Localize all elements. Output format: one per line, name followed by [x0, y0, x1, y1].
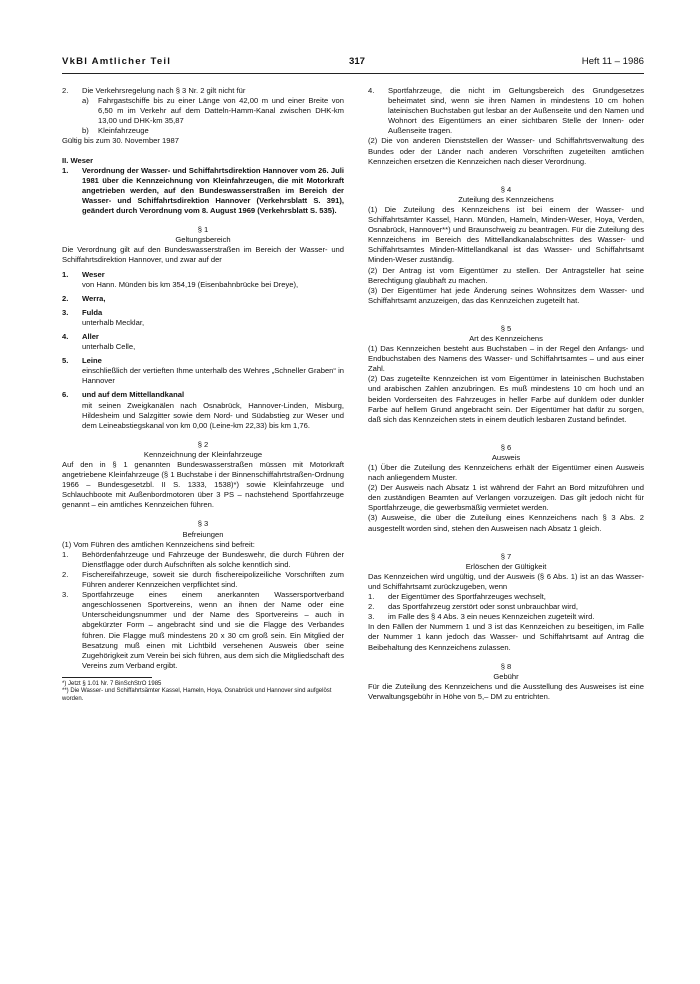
paragraph-text: (2) Der Ausweis nach Absatz 1 ist während der Fahrt an Bord mitzuführen und den zuständigen Beamten auf Verlangen vorzuzeigen. Das gilt jedoch nicht für Sportfahrzeuge, die gewerbsmäßig vermietet werden.	[368, 483, 644, 513]
paragraph-number: § 3	[197, 519, 209, 529]
paragraph-text: (2) Der Antrag ist vom Eigentümer zu stellen. Der Antragsteller hat seine Berechtigung glaubhaft zu machen.	[368, 265, 644, 285]
journal-title: VkBl Amtlicher Teil	[62, 56, 172, 67]
paragraph-text: In den Fällen der Nummern 1 und 3 ist das Kennzeichen zu beseitigen, im Falle der Nummer 1 kann jedoch das Wasser- und Schiffahrtsamt auf Antrag die Beibehaltung des Kennzeichens zulassen.	[368, 622, 644, 652]
paragraph-text: Die Verordnung gilt auf den Bundeswasserstraßen im Bereich der Wasser- und Schiffahrtsdirektion Hannover, und zwar auf der	[62, 245, 344, 265]
paragraph-text: (2) Das zugeteilte Kennzeichen ist vom Eigentümer in lateinischen Buchstaben und arabischen Zahlen anzubringen. Es muß mindestens 10 cm hoch und an beiden Vorderseiten des Fahrzeuges in heller Farbe auf dunklem oder dunkler Farbe auf hellem Grund angebracht sein. Der Eigentümer hat dafür zu sorgen, daß sich das Kennzeichen stets in einem deutlich lesbaren Zustand befindet.	[368, 374, 644, 424]
list-item: 1. Behördenfahrzeuge und Fahrzeuge der Bundeswehr, die durch Führen der Dienstflagge oder durch Aufschriften als solche kenntlich sind.	[62, 549, 344, 569]
paragraph-number: § 7	[500, 551, 512, 561]
list-item: 1. der Eigentümer des Sportfahrzeuges wechselt,	[368, 592, 546, 602]
paragraph-title: Befreiungen	[182, 529, 224, 539]
waterway-item: 5. Leine	[62, 356, 102, 366]
paragraph-title: Erlöschen der Gültigkeit	[465, 561, 547, 571]
right-column	[368, 86, 644, 702]
validity-note: Gültig bis zum 30. November 1987	[62, 136, 179, 146]
footnote: *) Jetzt § 1.01 Nr. 7 BinSchStrO 1985	[62, 680, 162, 687]
paragraph-text: (2) Die von anderen Dienststellen der Wasser- und Schiffahrtsverwaltung des Bundes oder der Länder nach anderen Vorschriften zugeteilten amtlichen Kennzeichen ersetzen die Kennzeichen nach dieser Verordnung.	[368, 136, 644, 166]
waterway-item: 4. Aller	[62, 331, 99, 341]
paragraph-title: Zuteilung des Kennzeichens	[458, 194, 554, 204]
page-number: 317	[349, 56, 366, 67]
paragraph-number: § 8	[500, 661, 512, 671]
paragraph-number: § 4	[500, 184, 512, 194]
waterway-item: 1. Weser	[62, 269, 105, 279]
paragraph-text: (1) Die Zuteilung des Kennzeichens ist bei einem der Wasser- und Schiffahrtsämter Kassel, Hann. Münden, Hameln, Minden-Weser, Hoya, Verden, Osnabrück, Hannover**) und Braunschweig zu beantragen. Für die Zuteilung des Kennzeichens im Bereich des Mittellandkanalabschnittes des Wasser- und Schiffahrtsamtes Minden-Mittellandkanal ist das Wasser- und Schiffahrtsamt Minden-Weser zuständig.	[368, 204, 644, 265]
paragraph-number: § 2	[197, 439, 209, 449]
paragraph-text: (3) Ausweise, die über die Zuteilung eines Kennzeichens nach § 3 Abs. 2 ausgestellt worden sind, stehen den Ausweisen nach Absatz 1 gleich.	[368, 513, 644, 533]
paragraph-text: Für die Zuteilung des Kennzeichens und die Ausstellung des Ausweises ist eine Verwaltungsgebühr in Höhe von 5,– DM zu entrichten.	[368, 681, 644, 701]
footnote-rule	[62, 677, 152, 678]
section-heading: II. Weser	[62, 155, 94, 165]
paragraph-title: Gebühr	[493, 671, 519, 681]
waterway-item: 6. und auf dem Mittellandkanal	[62, 390, 185, 400]
paragraph-number: § 6	[500, 442, 512, 452]
waterway-item: 3. Fulda	[62, 307, 103, 317]
paragraph-text: (1) Über die Zuteilung des Kennzeichens erhält der Eigentümer einen Ausweis nach anliegendem Muster.	[368, 463, 644, 483]
list-item: 3. im Falle des § 4 Abs. 3 ein neues Kennzeichen zugeteilt wird.	[368, 612, 595, 622]
list-item: 2. Fischereifahrzeuge, soweit sie durch fischereipolizeiliche Vorschriften zum Führen anderer Kennzeichen verpflichtet sind.	[62, 569, 344, 590]
list-item: 3. Sportfahrzeuge eines einem anerkannten Wassersportverband angeschlossenen Sportvereins, wenn an ihnen der Name oder eine Unterscheidungsnummer und der Name des Sportvereins – auch in abgekürzter Form – angebracht sind und sie die Flagge des Verbandes führen. Die Flagge muß mindestens 20 x 30 cm groß sein. Ein Mitglied der Besatzung muß einen mit Lichtbild versehenen Ausweis über seine Zugehörigkeit zum Verein bei sich führen, aus dem sich die Mitgliedschaft des Vereins zum Verband ergibt.	[62, 590, 344, 670]
header-rule	[62, 73, 644, 74]
paragraph-title: Art des Kennzeichens	[469, 333, 543, 343]
regulation-title: 1. Verordnung der Wasser- und Schiffahrtsdirektion Hannover vom 26. Juli 1981 über die Kennzeichnung von Kleinfahrzeugen, die mit Motorkraft angetrieben werden, auf den Bundeswasserstraßen im Bereich der Wasser- und Schiffahrtsdirektion Hannover (Verkehrsblatt S. 391), geändert durch Verordnung vom 8. August 1969 (Verkehrsblatt S. 535).	[62, 165, 344, 216]
paragraph-number: § 5	[500, 323, 512, 333]
paragraph-title: Geltungsbereich	[175, 235, 231, 245]
footnote: **) Die Wasser- und Schiffahrtsämter Kassel, Hameln, Hoya, Osnabrück und Hannover sind aufgelöst worden.	[62, 688, 332, 703]
list-item: 2. das Sportfahrzeug zerstört oder sonst unbrauchbar wird,	[368, 602, 578, 612]
paragraph-title: Ausweis	[491, 452, 521, 462]
waterway-item: 2. Werra,	[62, 293, 106, 303]
issue-label: Heft 11 – 1986	[581, 56, 644, 67]
paragraph-text: Das Kennzeichen wird ungültig, und der Ausweis (§ 6 Abs. 1) ist an das Wasser- und Schiffahrtsamt zurückzugeben, wenn	[368, 571, 644, 591]
list-item: 2. Die Verkehrsregelung nach § 3 Nr. 2 gilt nicht für	[62, 86, 246, 95]
list-item: 4. Sportfahrzeuge, die nicht im Geltungsbereich des Grundgesetzes beheimatet sind, wenn sie ihren Namen in mindestens 10 cm hohen lateinischen Buchstaben gut lesbar an der Außenseite und den Namen und Wohnort des Eigentümers an einer sichtbaren Stelle der Innen- oder Außenseite tragen.	[368, 86, 644, 136]
left-column: 2. Die Verkehrsregelung nach § 3 Nr. 2 gilt nicht für a) Fahrgastschiffe bis zu einer Länge von 42,00 m und einer Breite von 6,50 m im Verkehr auf dem Datteln-Hamm-Kanal zwischen DHK-km 13,00 und DHK-km 35,87 b) Kleinfahrzeuge Gültig bis zum 30. November 1987 II. Weser 1. Verordnung der Wasser- und Schiffahrtsdirektion Hannover vom 26. Juli 1981 über die Kennzeichnung von Kleinfahrzeugen, die mit Motorkraft angetrieben werden, auf den Bundeswasserstraßen im Bereich der Wasser- und Schiffahrtsdirektion Hannover (Verkehrsblatt S. 391), geändert durch Verordnung vom 8. August 1969 (Verkehrsblatt S. 535). § 1 Geltungsbereich Die Verordnung gilt auf den Bundeswasserstraßen im Bereich der Wasser- und Schiffahrtsdirektion Hannover, und zwar auf der 1. Weser von Hann. Münden bis km 354,19 (Eisenbahnbrücke bei Dreye), 2. Werra, 3. Fulda unterhalb Mecklar, 4. Aller unterhalb Celle, 5. Leine einschließlich der vertieften Ihme unterhalb des Wehres „Schneller Graben“ in Hannover 6. und auf dem Mittellandkanal mit seinen Zweigkanälen nach Osnabrück, Hannover-Linden, Misburg, Hildesheim und Salzgitter sowie dem Nord- und Südabstieg zur Weser und dem Leineabstiegskanal von km 0,00 (Leine-km 22,33) bis km 1,76. § 2 Kennzeichnung der Kleinfahrzeuge Auf den in § 1 genannten Bundeswasserstraßen müssen mit Motorkraft angetriebene Kleinfahrzeuge (§ 1 Buchstabe i der Binnenschiffahrtstraßen-Ordnung 1966 – Bundesgesetzbl. II S. 1333, 1538)*) sowie Kleinfahrzeuge und Schlauchboote mit Außenbordmotoren über 3 PS – nachstehend Sportfahrzeuge genannt – ein amtliches Kennzeichen führen. § 3 Befreiungen (1) Vom Führen des amtlichen Kennzeichens sind befreit: 1. Behördenfahrzeuge und Fahrzeuge der Bundeswehr, die durch Führen der Dienstflagge oder durch Aufschriften als solche kenntlich sind. 2. Fischereifahrzeuge, soweit sie durch fischereipolizeiliche Vorschriften zum Führen anderer Kennzeichen verpflichtet sind. 3. Sportfahrzeuge eines einem anerkannten Wassersportverband angeschlossenen Sportvereins, wenn an ihnen der Name oder eine Unterscheidungsnummer und der Name des Sportvereins – auch in abgekürzter Form – angebracht sind und sie die Flagge des Verbandes führen. Die Flagge muß mindestens 20 x 30 cm groß sein. Ein Mitglied der Besatzung muß einen mit Lichtbild versehenen Ausweis über seine Zugehörigkeit zum Verein bei sich führen, aus dem sich die Mitgliedschaft des Vereins zum Verband ergibt. *) Jetzt § 1.01 Nr. 7 BinSchStrO 1985 **) Die Wasser- und Schiffahrtsämter Kassel, Hameln, Hoya, Osnabrück und Hannover sind aufgelöst worden.	[62, 86, 344, 703]
paragraph-text: Auf den in § 1 genannten Bundeswasserstraßen müssen mit Motorkraft angetriebene Kleinfahrzeuge (§ 1 Buchstabe i der Binnenschiffahrtstraßen-Ordnung 1966 – Bundesgesetzbl. II S. 1333, 1538)*) sowie Kleinfahrzeuge und Schlauchboote mit Außenbordmotoren über 3 PS – nachstehend Sportfahrzeuge genannt – ein amtliches Kennzeichen führen.	[62, 460, 344, 510]
paragraph-title: Kennzeichnung der Kleinfahrzeuge	[143, 449, 263, 459]
paragraph-number: § 1	[197, 225, 209, 235]
list-item: a) Fahrgastschiffe bis zu einer Länge von 42,00 m und einer Breite von 6,50 m im Verkehr auf dem Datteln-Hamm-Kanal zwischen DHK-km 13,00 und DHK-km 35,87	[82, 96, 344, 126]
paragraph-text: (3) Der Eigentümer hat jede Änderung seines Wohnsitzes dem Wasser- und Schiffahrtsamt anzuzeigen, das das Kennzeichen zugeteilt hat.	[368, 285, 644, 305]
list-item: b) Kleinfahrzeuge	[82, 126, 149, 136]
running-header	[62, 56, 644, 70]
paragraph-text: (1) Das Kennzeichen besteht aus Buchstaben – in der Regel den Anfangs- und Endbuchstaben des Namens des Wasser- und Schiffahrtsamtes – und aus einer Zahl.	[368, 344, 644, 374]
paragraph-text: (1) Vom Führen des amtlichen Kennzeichens sind befreit:	[62, 539, 255, 549]
